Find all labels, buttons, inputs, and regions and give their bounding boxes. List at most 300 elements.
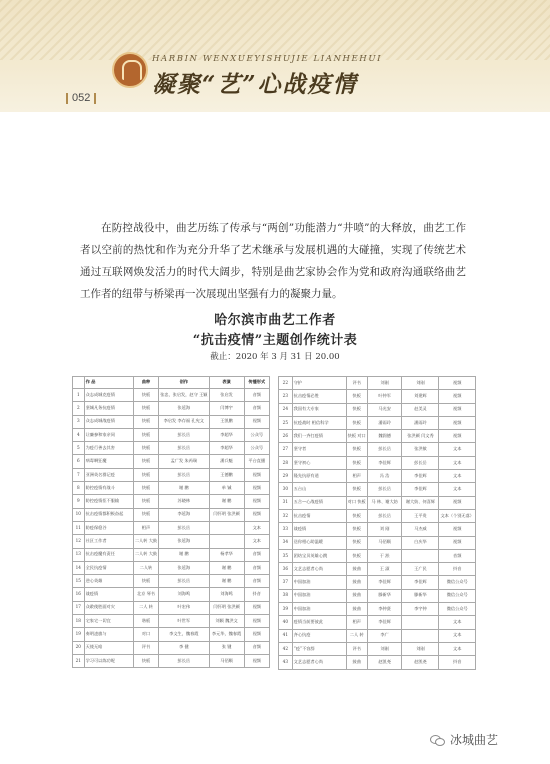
cell-genre: 鼓曲 bbox=[346, 589, 367, 602]
cell-number: 8 bbox=[73, 482, 85, 495]
cell-performer: 王凯鹏 bbox=[209, 415, 244, 428]
cell-medium: 文本 bbox=[439, 642, 476, 655]
cell-author: 刘海鸣 bbox=[159, 588, 209, 601]
page-number: 052 bbox=[72, 92, 91, 104]
cell-performer: 王德鹏 bbox=[209, 468, 244, 481]
table-row bbox=[73, 615, 270, 628]
cell-number: 32 bbox=[279, 509, 293, 522]
cell-performer: 赵凯尧 bbox=[402, 656, 439, 669]
cell-number: 14 bbox=[73, 561, 85, 574]
cell-author: 马 林、谢大妨 bbox=[367, 496, 402, 509]
table-row bbox=[73, 588, 270, 601]
table-row bbox=[73, 601, 270, 614]
cell-medium: 微信公众号 bbox=[439, 603, 476, 616]
cell-medium: 抖音 bbox=[244, 588, 269, 601]
federation-emblem-icon bbox=[112, 52, 148, 88]
table-row bbox=[279, 563, 476, 576]
cell-genre: 二人转 大鼓 bbox=[133, 535, 158, 548]
cell-number: 18 bbox=[73, 615, 85, 628]
cell-title: 隆先抗原有道 bbox=[292, 470, 346, 483]
cell-author: 马佰顺 bbox=[367, 536, 402, 549]
cell-performer: 刘海鸣 bbox=[209, 588, 244, 601]
cell-title: 抗击疫魔有责任 bbox=[84, 548, 133, 561]
cell-medium: 视频 bbox=[244, 654, 269, 667]
cell-title: 天使无暗 bbox=[84, 641, 133, 654]
cell-genre: 快板 对口 bbox=[346, 430, 367, 443]
cell-number: 36 bbox=[279, 563, 293, 576]
cell-title: 众志成城克疫情 bbox=[84, 389, 133, 402]
statistics-table-right bbox=[278, 376, 476, 670]
cell-medium: 微信公众号 bbox=[439, 576, 476, 589]
cell-author: 李佳辉 bbox=[367, 576, 402, 589]
table-row bbox=[73, 428, 270, 441]
cell-number: 28 bbox=[279, 456, 293, 469]
cell-number: 23 bbox=[279, 390, 293, 403]
cell-author: 张忠，张启发，赵守 王颖 bbox=[159, 389, 209, 402]
cell-title: 文艺志愿者心尚 bbox=[292, 656, 346, 669]
cell-number: 19 bbox=[73, 628, 85, 641]
table-row bbox=[73, 521, 270, 534]
cell-number: 21 bbox=[73, 654, 85, 667]
cell-author: 李 健 bbox=[159, 641, 209, 654]
statistics-tables bbox=[72, 376, 476, 684]
table-row bbox=[73, 548, 270, 561]
cell-title: 战疫情 bbox=[84, 588, 133, 601]
cell-title: 疫情当前要彼此 bbox=[292, 616, 346, 629]
cell-genre: 相声 bbox=[133, 521, 158, 534]
cell-author: 滕新华 bbox=[367, 589, 402, 602]
cell-title: 战疫情 bbox=[292, 523, 346, 536]
cell-medium: 视频 bbox=[439, 377, 476, 390]
col-header-genre: 曲种 bbox=[133, 377, 158, 389]
cell-title: “疫”不容辞 bbox=[292, 642, 346, 655]
cell-title: 中国加油 bbox=[292, 589, 346, 602]
cell-medium: 公众号 bbox=[244, 428, 269, 441]
cell-number: 33 bbox=[279, 523, 293, 536]
table-row bbox=[73, 508, 270, 521]
cell-author: 彭长岳 bbox=[159, 468, 209, 481]
table-row bbox=[279, 483, 476, 496]
cell-author: 孟广发 朱芮瑞 bbox=[159, 455, 209, 468]
cell-author: 于 淞 bbox=[367, 549, 402, 562]
cell-performer: 刘刚 bbox=[402, 377, 439, 390]
cell-genre: 二人 转 bbox=[346, 629, 367, 642]
cell-title: 守护 bbox=[292, 377, 346, 390]
cell-author: 彭长岳 bbox=[159, 442, 209, 455]
table-row bbox=[279, 589, 476, 602]
cell-number: 26 bbox=[279, 430, 293, 443]
cell-genre: 快板 bbox=[133, 654, 158, 667]
cell-author: 李广 bbox=[367, 629, 402, 642]
cell-title: 坚守初心 bbox=[292, 456, 346, 469]
table-row bbox=[73, 402, 270, 415]
cell-genre: 鼓曲 bbox=[346, 603, 367, 616]
table-row bbox=[73, 415, 270, 428]
cell-title: 亚洲英名群记疫 bbox=[84, 468, 133, 481]
cell-title: 五合—心战疫情 bbox=[292, 496, 346, 509]
table-row bbox=[73, 455, 270, 468]
cell-medium: 视频 bbox=[244, 468, 269, 481]
cell-performer: 潘雨玲 bbox=[402, 416, 439, 429]
cell-title: 齐心抗疫 bbox=[292, 629, 346, 642]
cell-performer: 王平贵 bbox=[402, 509, 439, 522]
cell-medium: 文本 bbox=[439, 443, 476, 456]
cell-medium: 视频 bbox=[244, 615, 269, 628]
table-row bbox=[73, 389, 270, 402]
cell-performer: 李宇仲 bbox=[402, 603, 439, 616]
col-header-number bbox=[73, 377, 85, 389]
cell-medium: 文本（个别无落） bbox=[439, 509, 476, 522]
cell-genre: 鼓曲 bbox=[346, 656, 367, 669]
cell-title: 抗疫战时 相信科学 bbox=[292, 416, 346, 429]
col-header-performer: 表演 bbox=[209, 377, 244, 389]
cell-genre: 相声 bbox=[346, 616, 367, 629]
cell-genre: 快板 bbox=[346, 456, 367, 469]
cell-performer: 王广民 bbox=[402, 563, 439, 576]
cell-genre: 快板 bbox=[346, 443, 367, 456]
cell-medium: 文本 bbox=[439, 483, 476, 496]
cell-author: 张延海 bbox=[159, 535, 209, 548]
cell-medium: 视频 bbox=[244, 508, 269, 521]
cell-number: 16 bbox=[73, 588, 85, 601]
cell-title: 五台山 bbox=[292, 483, 346, 496]
cell-number: 12 bbox=[73, 535, 85, 548]
cell-title: 学习可以练功呢 bbox=[84, 654, 133, 667]
cell-title: 病毒啊狂魔 bbox=[84, 455, 133, 468]
cell-genre: 评书 bbox=[346, 377, 367, 390]
cell-number: 4 bbox=[73, 428, 85, 441]
cell-performer: 闫怀明 张洪颜 bbox=[209, 601, 244, 614]
cell-number: 37 bbox=[279, 576, 293, 589]
table-row bbox=[73, 482, 270, 495]
cell-genre: 快板 bbox=[133, 402, 158, 415]
table-row bbox=[73, 442, 270, 455]
cell-performer: 谢 鹏 bbox=[209, 495, 244, 508]
cell-author: 彭长岳 bbox=[159, 428, 209, 441]
cell-genre: 北京 琴书 bbox=[133, 588, 158, 601]
cell-medium: 文本 bbox=[439, 616, 476, 629]
cell-medium: 微信公众号 bbox=[439, 589, 476, 602]
cell-medium: 视频 bbox=[439, 496, 476, 509]
cell-medium: 音频 bbox=[244, 575, 269, 588]
cell-performer: 杨孝华 bbox=[209, 548, 244, 561]
cell-performer: 谢 鹏 bbox=[209, 561, 244, 574]
cell-author: 王 淑 bbox=[367, 563, 402, 576]
cell-performer: 闫怀明 张洪颜 bbox=[209, 508, 244, 521]
cell-author: 刘刚 bbox=[367, 377, 402, 390]
cell-title: 文艺志愿者心尚 bbox=[292, 563, 346, 576]
cell-medium: 文本 bbox=[439, 470, 476, 483]
cell-title: 全民抗疫情 bbox=[84, 561, 133, 574]
cell-medium: 文本 bbox=[244, 535, 269, 548]
cell-genre: 快板 bbox=[133, 575, 158, 588]
cell-title: 中国加油 bbox=[292, 576, 346, 589]
cell-title: 逆心英雄 bbox=[84, 575, 133, 588]
cell-genre: 快板 bbox=[346, 416, 367, 429]
cell-performer: 滕新华 bbox=[402, 589, 439, 602]
header-pattern bbox=[0, 0, 550, 60]
cell-number: 13 bbox=[73, 548, 85, 561]
cell-medium: 抖音 bbox=[439, 656, 476, 669]
cell-number: 10 bbox=[73, 508, 85, 521]
table-row bbox=[279, 403, 476, 416]
statistics-table-left bbox=[72, 376, 270, 668]
cell-title: 我们一齐打疫情 bbox=[292, 430, 346, 443]
cell-number: 43 bbox=[279, 656, 293, 669]
cell-author: 马光安 bbox=[367, 403, 402, 416]
cell-performer bbox=[402, 549, 439, 562]
cell-author: 叶世军 bbox=[159, 615, 209, 628]
cell-author: 李启发 李存福 孔宪文 bbox=[159, 415, 209, 428]
cell-number: 29 bbox=[279, 470, 293, 483]
cell-genre: 评书 bbox=[133, 641, 158, 654]
col-header-medium: 传播形式 bbox=[244, 377, 269, 389]
wechat-icon bbox=[430, 734, 445, 746]
cell-medium: 视频 bbox=[439, 523, 476, 536]
cell-author: 彭长岳 bbox=[159, 575, 209, 588]
cutoff-date: 截止：2020 年 3 月 31 日 20.00 bbox=[210, 352, 340, 362]
cell-author: 魏润德 bbox=[367, 430, 402, 443]
cell-number: 40 bbox=[279, 616, 293, 629]
cell-genre: 二人 转 bbox=[133, 601, 158, 614]
cell-title: 防控疫情拒不服输 bbox=[84, 495, 133, 508]
table-row bbox=[279, 629, 476, 642]
cell-title: 让廉参和家亲同 bbox=[84, 428, 133, 441]
table-row bbox=[73, 495, 270, 508]
cell-medium: 文本 bbox=[439, 629, 476, 642]
cell-author: 冯 浩 bbox=[367, 470, 402, 483]
cell-medium: 视频 bbox=[244, 495, 269, 508]
cell-number: 1 bbox=[73, 389, 85, 402]
cell-genre: 快板 bbox=[346, 403, 367, 416]
cell-genre: 快板 bbox=[133, 468, 158, 481]
table-row bbox=[73, 535, 270, 548]
page-header bbox=[0, 0, 550, 112]
cell-genre: 快板 bbox=[133, 389, 158, 402]
cell-genre: 快板 bbox=[133, 415, 158, 428]
watermark-text: 冰城曲艺 bbox=[450, 733, 499, 747]
cell-medium: 音频 bbox=[244, 548, 269, 561]
cell-performer: 马佰顺 bbox=[209, 654, 244, 667]
cell-medium: 视频 bbox=[439, 536, 476, 549]
cell-author: 李佳辉 bbox=[367, 456, 402, 469]
table-row bbox=[279, 443, 476, 456]
cell-number: 41 bbox=[279, 629, 293, 642]
table-row bbox=[73, 628, 270, 641]
cell-medium: 视频 bbox=[244, 482, 269, 495]
cell-medium: 视频 bbox=[439, 390, 476, 403]
cell-number: 38 bbox=[279, 589, 293, 602]
cell-genre: 鼓曲 bbox=[346, 563, 367, 576]
cell-performer bbox=[209, 535, 244, 548]
cell-medium: 文本 bbox=[244, 521, 269, 534]
table-header-row bbox=[73, 377, 270, 389]
cell-title: 我国有大专家 bbox=[292, 403, 346, 416]
cell-author: 刘 刚 bbox=[367, 523, 402, 536]
cell-performer: 单 铖 bbox=[209, 482, 244, 495]
cell-genre: 鼓曲 bbox=[346, 576, 367, 589]
cell-genre: 快板 bbox=[346, 390, 367, 403]
cell-performer: 白庆华 bbox=[402, 536, 439, 549]
cell-author: 叶仲军 bbox=[367, 390, 402, 403]
cell-medium: 文本 bbox=[439, 456, 476, 469]
cell-performer bbox=[402, 616, 439, 629]
cell-genre: 快板 bbox=[133, 428, 158, 441]
cell-medium: 视频 bbox=[244, 628, 269, 641]
table-row bbox=[279, 509, 476, 522]
cell-author: 李延海 bbox=[159, 508, 209, 521]
cell-number: 5 bbox=[73, 442, 85, 455]
cell-genre: 快板 bbox=[346, 549, 367, 562]
cell-author: 刘刚 bbox=[367, 642, 402, 655]
cell-title: 防控疫情有战斗 bbox=[84, 482, 133, 495]
cell-medium: 音频 bbox=[244, 402, 269, 415]
cell-author: 赵凯尧 bbox=[367, 656, 402, 669]
cell-title: 众志成城战疫情 bbox=[84, 415, 133, 428]
cell-number: 31 bbox=[279, 496, 293, 509]
cell-medium: 公众号 bbox=[244, 442, 269, 455]
table-row bbox=[279, 549, 476, 562]
cell-title: 抗击疫情 bbox=[292, 509, 346, 522]
cell-genre: 对口 bbox=[133, 628, 158, 641]
cell-title: 坚城凡务抗疫情 bbox=[84, 402, 133, 415]
cell-performer: 谢大妨、何喜辉 bbox=[402, 496, 439, 509]
table-row bbox=[73, 575, 270, 588]
cell-author: 苏晓林 bbox=[159, 495, 209, 508]
cell-title: 中国加油 bbox=[292, 603, 346, 616]
cell-author: 彭长岳 bbox=[367, 483, 402, 496]
cell-author: 谢 鹏 bbox=[159, 482, 209, 495]
cell-genre: 快板 bbox=[346, 509, 367, 522]
cell-performer: 张洪颜 闫文秀 bbox=[402, 430, 439, 443]
cell-number: 2 bbox=[73, 402, 85, 415]
cell-medium: 视频 bbox=[439, 403, 476, 416]
table-title-line-1: 哈尔滨市曲艺工作者 bbox=[214, 313, 336, 328]
cell-genre: 快板 bbox=[346, 483, 367, 496]
cell-title: 宅家宅一切宜 bbox=[84, 615, 133, 628]
cell-number: 42 bbox=[279, 642, 293, 655]
cell-author: 彭长岳 bbox=[159, 654, 209, 667]
cell-number: 9 bbox=[73, 495, 85, 508]
cell-genre: 快板 bbox=[133, 442, 158, 455]
table-row bbox=[279, 656, 476, 669]
table-row bbox=[279, 416, 476, 429]
cell-title: 为疫行善去其害 bbox=[84, 442, 133, 455]
cell-title: 团结宝贝英雄心跳 bbox=[292, 549, 346, 562]
cell-author: 李文生，魏春霞 bbox=[159, 628, 209, 641]
table-row bbox=[279, 576, 476, 589]
cell-medium: 音频 bbox=[244, 641, 269, 654]
table-row bbox=[279, 496, 476, 509]
cell-author: 李佳辉 bbox=[367, 616, 402, 629]
cell-medium: 音频 bbox=[244, 561, 269, 574]
cell-genre: 相声 bbox=[346, 470, 367, 483]
cell-title: 抗击疫情都积极奋起 bbox=[84, 508, 133, 521]
table-row bbox=[279, 603, 476, 616]
cell-title: 送你相心助温暖 bbox=[292, 536, 346, 549]
cell-medium: 视频 bbox=[244, 415, 269, 428]
cell-number: 6 bbox=[73, 455, 85, 468]
cell-genre: 二人转 bbox=[133, 561, 158, 574]
cell-author: 彭长岳 bbox=[159, 521, 209, 534]
cell-author: 谢 鹏 bbox=[159, 548, 209, 561]
cell-genre: 快板 bbox=[346, 536, 367, 549]
cell-genre: 谐板 bbox=[133, 615, 158, 628]
table-row bbox=[279, 470, 476, 483]
cell-number: 22 bbox=[279, 377, 293, 390]
cell-performer: 闫博宇 bbox=[209, 402, 244, 415]
cell-performer: 李超华 bbox=[209, 428, 244, 441]
cell-performer: 张启发 bbox=[209, 389, 244, 402]
cell-performer bbox=[209, 521, 244, 534]
cell-number: 39 bbox=[279, 603, 293, 616]
watermark bbox=[430, 731, 498, 748]
cell-medium: 音频 bbox=[439, 549, 476, 562]
header-title: 凝聚“艺”心战疫情 bbox=[152, 71, 358, 98]
cell-genre: 快板 bbox=[346, 523, 367, 536]
cell-medium: 音频 bbox=[244, 389, 269, 402]
cell-author: 彭长岳 bbox=[367, 443, 402, 456]
cell-number: 30 bbox=[279, 483, 293, 496]
cell-title: 抗击疫情必胜 bbox=[292, 390, 346, 403]
cell-author: 张延海 bbox=[159, 561, 209, 574]
header-subtitle: HARBIN WENXUEYISHUJIE LIANHEHUI bbox=[152, 54, 383, 64]
cell-performer: 马杰威 bbox=[402, 523, 439, 536]
table-row bbox=[279, 523, 476, 536]
cell-number: 15 bbox=[73, 575, 85, 588]
cell-medium: 视频 bbox=[244, 601, 269, 614]
cell-performer: 张 键 bbox=[209, 641, 244, 654]
cell-number: 34 bbox=[279, 536, 293, 549]
cell-performer bbox=[402, 629, 439, 642]
cell-performer: 赵美灵 bbox=[402, 403, 439, 416]
cell-genre: 快板 bbox=[133, 508, 158, 521]
cell-genre: 快板 bbox=[133, 455, 158, 468]
cell-genre: 快板 bbox=[133, 482, 158, 495]
cell-performer: 刘刚 bbox=[402, 642, 439, 655]
cell-author: 叶宏伟 bbox=[159, 601, 209, 614]
table-title-line-2: “抗击疫情”主题创作统计表 bbox=[192, 333, 358, 348]
table-row bbox=[279, 430, 476, 443]
cell-performer: 李佳辉 bbox=[402, 470, 439, 483]
cell-genre: 评书 bbox=[346, 642, 367, 655]
cell-genre: 快板 bbox=[133, 495, 158, 508]
cell-performer: 潘兵魁 bbox=[209, 455, 244, 468]
table-row bbox=[73, 641, 270, 654]
cell-author: 李仲贤 bbox=[367, 603, 402, 616]
table-row bbox=[279, 377, 476, 390]
cell-medium: 视频 bbox=[439, 416, 476, 429]
cell-medium: 平台直播 bbox=[244, 455, 269, 468]
cell-medium: 抖音 bbox=[439, 563, 476, 576]
cell-performer: 刘颖 魏洪文 bbox=[209, 615, 244, 628]
cell-number: 7 bbox=[73, 468, 85, 481]
table-row bbox=[73, 468, 270, 481]
cell-number: 3 bbox=[73, 415, 85, 428]
body-paragraph: 在防控战役中，曲艺历练了传承与“两创”功能潜力“井喷”的大释放，曲艺工作者以空前的热忱和作为充分升华了艺术继承与发展机遇的大碰撞，实现了传统艺术通过互联网焕发活力的时代大阔步，特别是曲艺家协会作为党和政府沟通联络曲艺工作者的纽带与桥梁再一次展现出坚强有力的凝聚力量。 bbox=[80, 221, 466, 300]
cell-title: 坚守者 bbox=[292, 443, 346, 456]
cell-performer: 李超华 bbox=[209, 442, 244, 455]
table-row bbox=[279, 642, 476, 655]
cell-performer: 刘建辉 bbox=[402, 390, 439, 403]
cell-performer: 李元华，魏春霞 bbox=[209, 628, 244, 641]
col-header-title: 作 品 bbox=[84, 377, 133, 389]
table-row bbox=[279, 616, 476, 629]
cell-number: 17 bbox=[73, 601, 85, 614]
table-row bbox=[279, 456, 476, 469]
cell-performer: 彭长岳 bbox=[402, 456, 439, 469]
table-row bbox=[279, 390, 476, 403]
